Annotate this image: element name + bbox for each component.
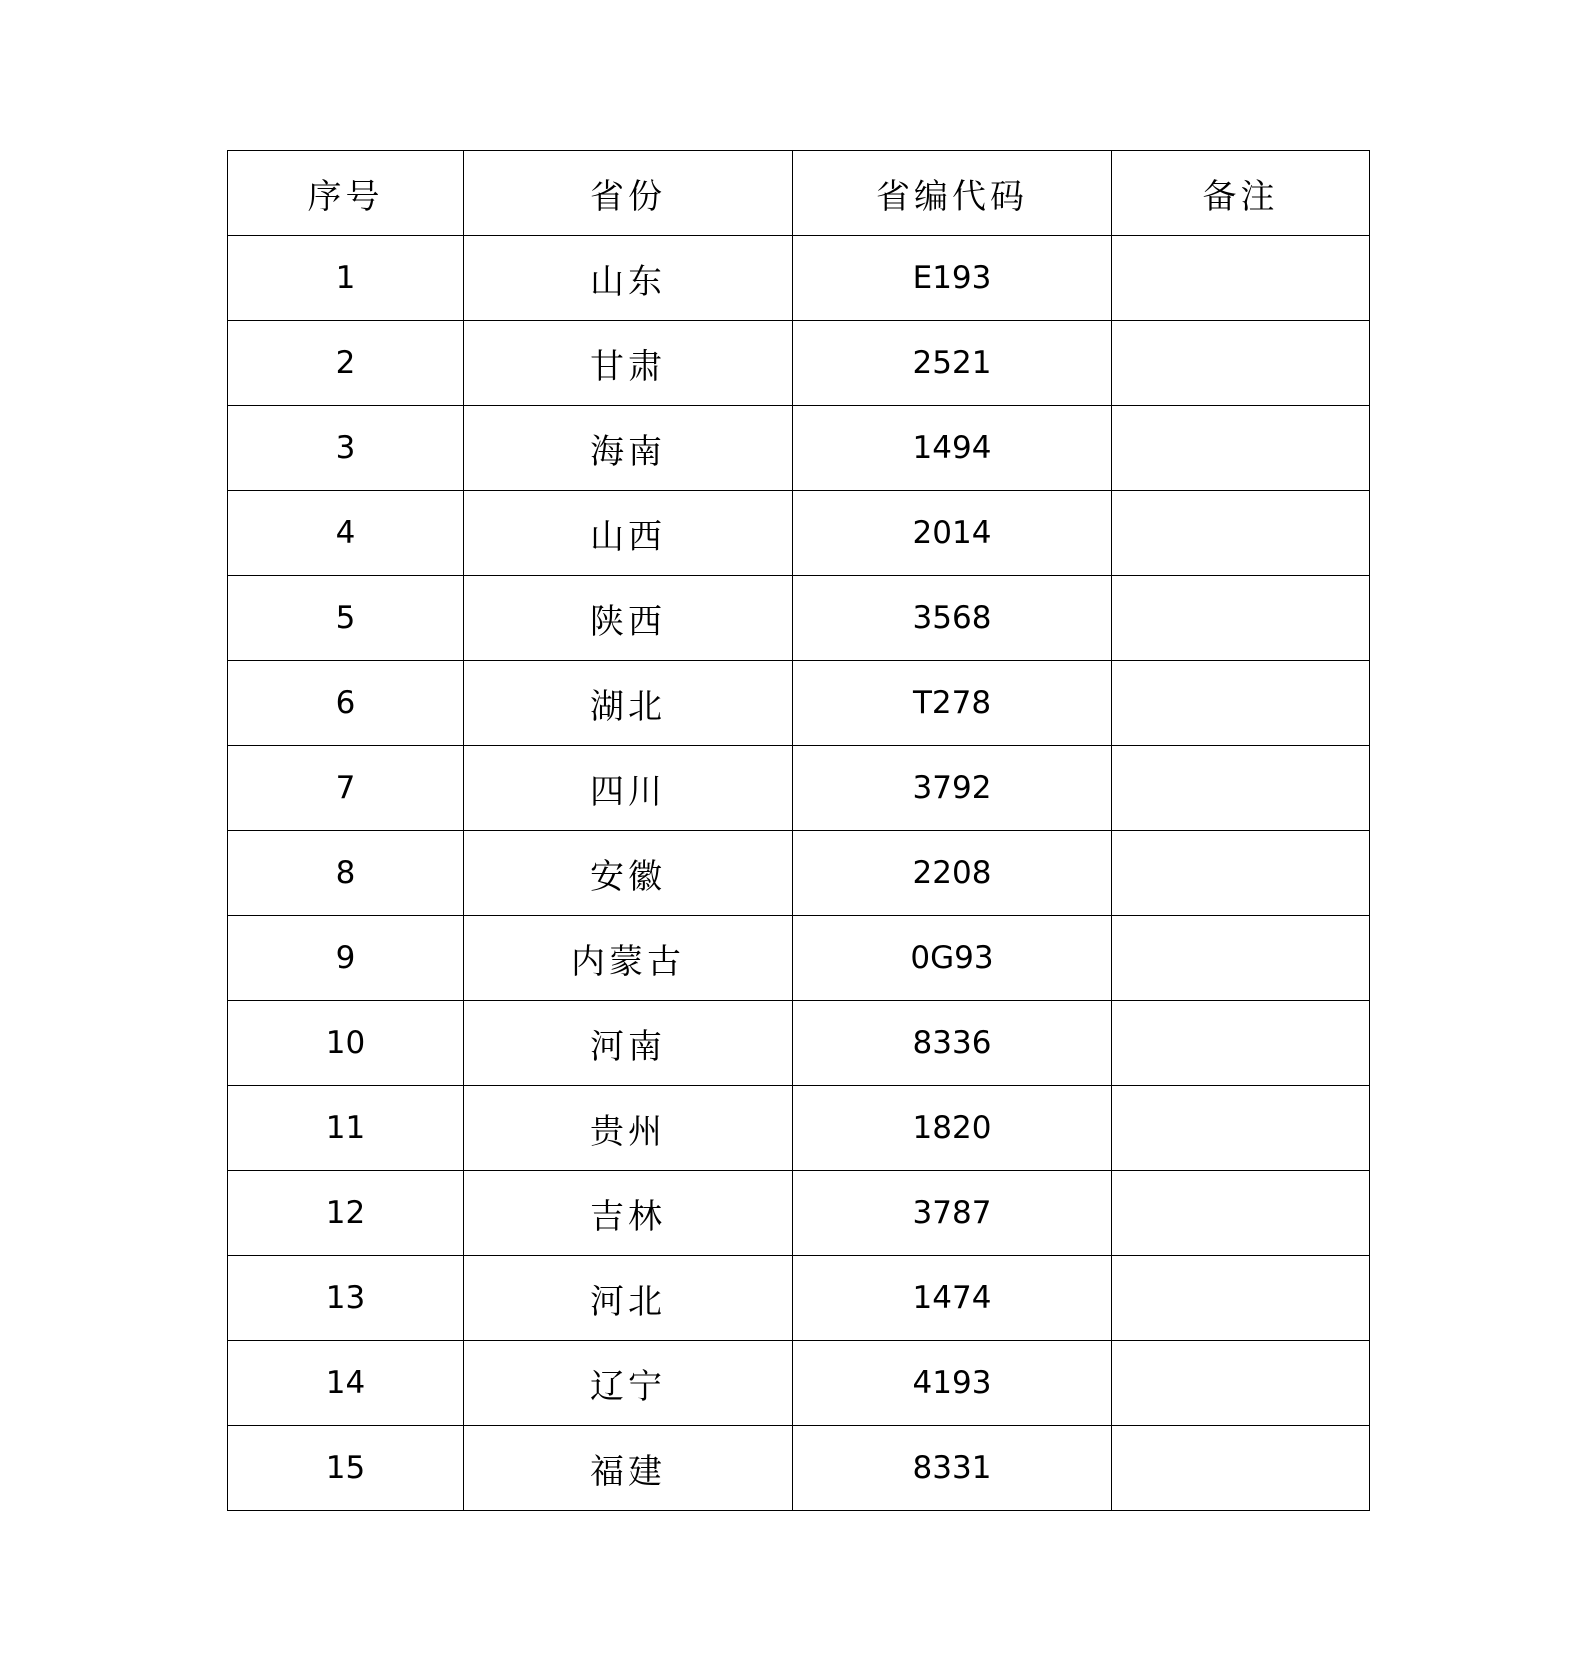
row-province: 陕西 (464, 576, 793, 661)
row-index: 1 (228, 236, 464, 321)
row-code: 8336 (793, 1001, 1112, 1086)
row-code: E193 (793, 236, 1112, 321)
row-province: 山西 (464, 491, 793, 576)
row-index: 4 (228, 491, 464, 576)
table-row (228, 831, 1370, 916)
row-remark (1112, 406, 1370, 491)
row-code: 0G93 (793, 916, 1112, 1001)
row-remark (1112, 1001, 1370, 1086)
table-row (228, 916, 1370, 1001)
table-row (228, 491, 1370, 576)
row-remark (1112, 1341, 1370, 1426)
row-code: 1474 (793, 1256, 1112, 1341)
row-remark (1112, 746, 1370, 831)
row-index: 6 (228, 661, 464, 746)
row-remark (1112, 1256, 1370, 1341)
row-province: 内蒙古 (464, 916, 793, 1001)
row-code: 2521 (793, 321, 1112, 406)
row-remark (1112, 236, 1370, 321)
table-row (228, 576, 1370, 661)
row-remark (1112, 321, 1370, 406)
row-province: 河南 (464, 1001, 793, 1086)
row-code: 3792 (793, 746, 1112, 831)
row-code: 2208 (793, 831, 1112, 916)
row-code: T278 (793, 661, 1112, 746)
table-row (228, 746, 1370, 831)
header-index: 序号 (228, 151, 464, 236)
table-row (228, 321, 1370, 406)
row-province: 海南 (464, 406, 793, 491)
row-index: 3 (228, 406, 464, 491)
row-remark (1112, 1086, 1370, 1171)
row-remark (1112, 1171, 1370, 1256)
row-code: 3787 (793, 1171, 1112, 1256)
row-remark (1112, 576, 1370, 661)
header-row (228, 151, 1370, 236)
row-index: 12 (228, 1171, 464, 1256)
table-row (228, 1171, 1370, 1256)
table-row (228, 661, 1370, 746)
row-index: 11 (228, 1086, 464, 1171)
row-remark (1112, 661, 1370, 746)
table-row (228, 1086, 1370, 1171)
row-index: 10 (228, 1001, 464, 1086)
row-index: 14 (228, 1341, 464, 1426)
row-index: 13 (228, 1256, 464, 1341)
row-index: 7 (228, 746, 464, 831)
row-index: 2 (228, 321, 464, 406)
row-code: 1494 (793, 406, 1112, 491)
table-row (228, 1001, 1370, 1086)
header-code: 省编代码 (793, 151, 1112, 236)
row-code: 8331 (793, 1426, 1112, 1511)
row-province: 河北 (464, 1256, 793, 1341)
row-province: 贵州 (464, 1086, 793, 1171)
row-code: 4193 (793, 1341, 1112, 1426)
row-province: 辽宁 (464, 1341, 793, 1426)
table-row (228, 1341, 1370, 1426)
row-code: 1820 (793, 1086, 1112, 1171)
row-code: 2014 (793, 491, 1112, 576)
row-province: 吉林 (464, 1171, 793, 1256)
table-body (228, 236, 1370, 1511)
row-remark (1112, 831, 1370, 916)
row-index: 15 (228, 1426, 464, 1511)
table-row (228, 236, 1370, 321)
row-province: 湖北 (464, 661, 793, 746)
row-province: 福建 (464, 1426, 793, 1511)
row-remark (1112, 1426, 1370, 1511)
province-code-table (227, 150, 1370, 1511)
row-remark (1112, 491, 1370, 576)
row-index: 5 (228, 576, 464, 661)
row-province: 甘肃 (464, 321, 793, 406)
table-row (228, 1426, 1370, 1511)
row-index: 8 (228, 831, 464, 916)
row-province: 四川 (464, 746, 793, 831)
row-remark (1112, 916, 1370, 1001)
row-index: 9 (228, 916, 464, 1001)
table-row (228, 406, 1370, 491)
header-remark: 备注 (1112, 151, 1370, 236)
row-province: 安徽 (464, 831, 793, 916)
table-header (228, 151, 1370, 236)
row-province: 山东 (464, 236, 793, 321)
header-province: 省份 (464, 151, 793, 236)
row-code: 3568 (793, 576, 1112, 661)
table-row (228, 1256, 1370, 1341)
